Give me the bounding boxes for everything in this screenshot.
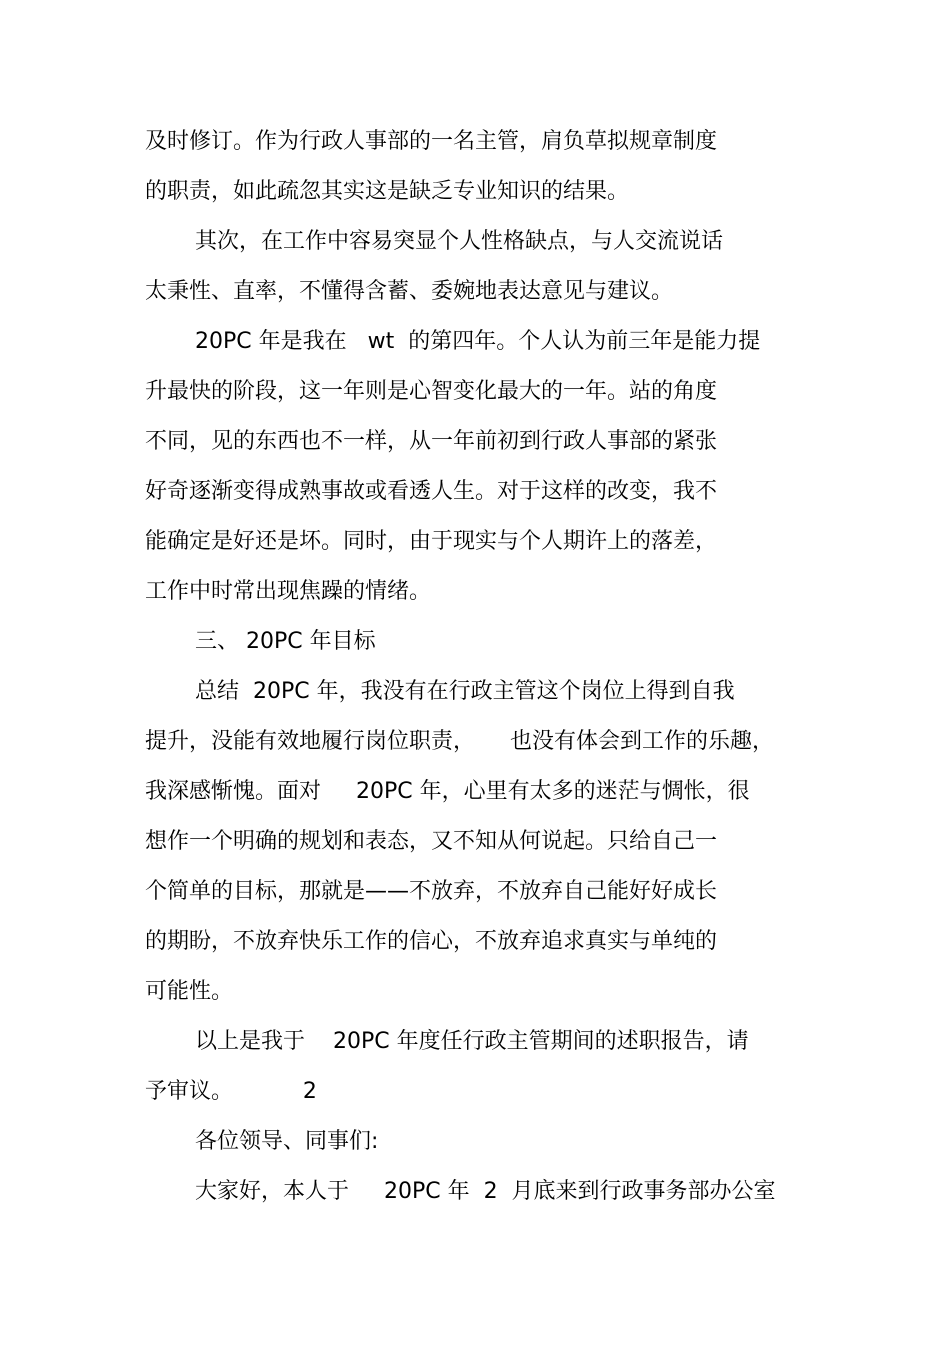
section-heading: 三、 20PC 年目标: [195, 629, 376, 654]
text-line: 的职责，如此疏忽其实这是缺乏专业知识的结果。: [145, 179, 630, 204]
text-line: 升最快的阶段，这一年则是心智变化最大的一年。站的角度: [145, 379, 718, 404]
text-line: 太秉性、直率，不懂得含蓄、委婉地表达意见与建议。: [145, 279, 674, 304]
text-line: 大家好，本人于 20PC 年 2 月底来到行政事务部办公室: [195, 1179, 776, 1204]
text-line: 及时修订。作为行政人事部的一名主管，肩负草拟规章制度: [145, 129, 718, 154]
text-line: 20PC 年是我在 wt 的第四年。个人认为前三年是能力提: [195, 329, 761, 354]
text-line: 提升，没能有效地履行岗位职责， 也没有体会到工作的乐趣，: [145, 729, 774, 754]
text-line: 想作一个明确的规划和表态，又不知从何说起。只给自己一: [145, 829, 718, 854]
text-line: 工作中时常出现焦躁的情绪。: [145, 579, 432, 604]
text-line: 予审议。 2: [145, 1079, 317, 1104]
text-line: 总结 20PC 年，我没有在行政主管这个岗位上得到自我: [195, 679, 735, 704]
text-line: 个简单的目标，那就是——不放弃，不放弃自己能好好成长: [145, 879, 718, 904]
text-line: 不同，见的东西也不一样，从一年前初到行政人事部的紧张: [145, 429, 718, 454]
text-line: 我深感惭愧。面对 20PC 年，心里有太多的迷茫与惆怅，很: [145, 779, 750, 804]
text-line: 以上是我于 20PC 年度任行政主管期间的述职报告，请: [195, 1029, 749, 1054]
text-line: 能确定是好还是坏。同时，由于现实与个人期许上的落差，: [145, 529, 718, 554]
text-line: 可能性。: [145, 979, 234, 1004]
text-line: 好奇逐渐变得成熟事故或看透人生。对于这样的改变，我不: [145, 479, 718, 504]
text-line: 其次，在工作中容易突显个人性格缺点，与人交流说话: [195, 229, 724, 254]
text-line: 的期盼，不放弃快乐工作的信心，不放弃追求真实与单纯的: [145, 929, 718, 954]
salutation: 各位领导、同事们:: [195, 1129, 379, 1154]
